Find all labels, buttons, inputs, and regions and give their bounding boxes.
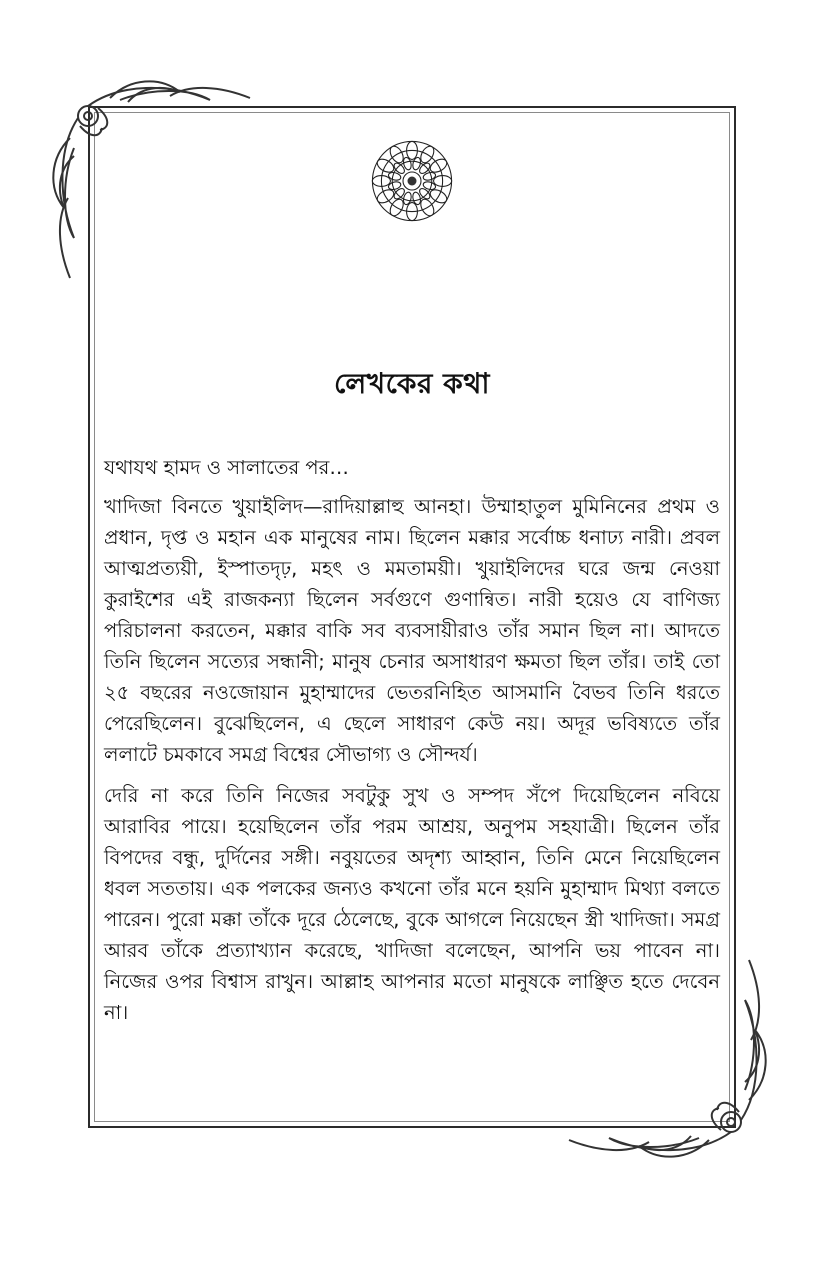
- paragraph-2: দেরি না করে তিনি নিজের সবটুকু সুখ ও সম্পদ সঁপে দিয়েছিলেন নবিয়ে আরাবির পায়ে। হয়েছিলেন তাঁর পরম আশ্রয়, অনুপম সহযাত্রী। ছিলেন তাঁর বিপদের বন্ধু, দুর্দিনের সঙ্গী। নবুয়তের অদৃশ্য আহ্বান, তিনি মেনে নিয়েছিলেন ধবল সততায়। এক পলকের জন্যও কখনো তাঁর মনে হয়নি মুহাম্মাদ মিথ্যা বলতে পারেন। পুরো মক্কা তাঁকে দূরে ঠেলেছে, বুকে আগলে নিয়েছেন স্ত্রী খাদিজা। সমগ্র আরব তাঁকে প্রত্যাখ্যান করেছে, খাদিজা বলেছেন, আপনি ভয় পাবেন না। নিজের ওপর বিশ্বাস রাখুন। আল্লাহ আপনার মতো মানুষকে লাঞ্ছিত হতে দেবেন না।: [104, 784, 720, 1024]
- paragraph-1: খাদিজা বিনতে খুয়াইলিদ—রাদিয়াল্লাহু আনহা। উম্মাহাতুল মুমিনিনের প্রথম ও প্রধান, দৃপ্ত ও মহান এক মানুষের নাম। ছিলেন মক্কার সর্বোচ্চ ধনাঢ্য নারী। প্রবল আত্মপ্রত্যয়ী, ইস্পাতদৃঢ়, মহৎ ও মমতাময়ী। খুয়াইলিদের ঘরে জন্ম নেওয়া কুরাইশের এই রাজকন্যা ছিলেন সর্বগুণে গুণান্বিত। নারী হয়েও যে বাণিজ্য পরিচালনা করতেন, মক্কার বাকি সব ব্যবসায়ীরাও তাঁর সমান ছিল না। আদতে তিনি ছিলেন সত্যের সন্ধানী; মানুষ চেনার অসাধারণ ক্ষমতা ছিল তাঁর। তাই তো ২৫ বছরের নওজোয়ান মুহাম্মাদের ভেতরনিহিত আসমানি বৈভব তিনি ধরতে পেরেছিলেন। বুঝেছিলেন, এ ছেলে সাধারণ কেউ নয়। অদূর ভবিষ্যতে তাঁর ললাটে চমকাবে সমগ্র বিশ্বের সৌভাগ্য ও সৌন্দর্য।: [104, 495, 721, 766]
- body-text: [104, 452, 720, 1038]
- opening-line: যথাযথ হামদ ও সালাতের পর…: [104, 456, 349, 479]
- page-title: লেখকের কথা: [334, 367, 490, 400]
- corner-ornament-top-left: [50, 78, 265, 288]
- mandala-ornament-icon: [367, 136, 457, 226]
